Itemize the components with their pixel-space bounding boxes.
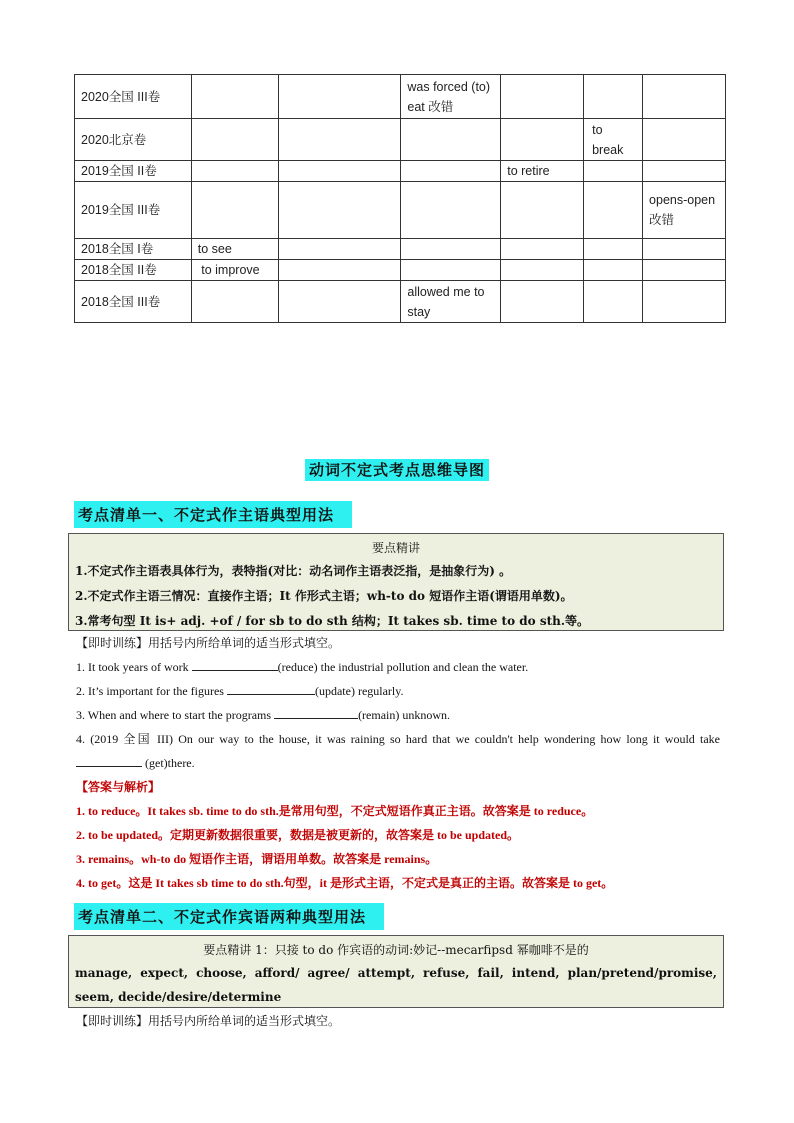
answer-4: 4. to get。这是 It takes sb time to do sth.句型，it 是形式主语，不定式是真正的主语。故答案是 to get。	[76, 876, 614, 890]
exam-table	[74, 74, 726, 323]
year-cell: 2018全国 II卷	[75, 260, 192, 281]
year-cell: 2018全国 I卷	[75, 239, 192, 260]
table-row: 2018全国 II卷 to improve	[75, 260, 726, 281]
practice-label: 【即时训练】用括号内所给单词的适当形式填空。	[76, 1014, 341, 1028]
box-heading: 要点精讲 1：只接 to do 作宾语的动词:妙记--mecarfipsd 幂咖啡不是的	[203, 943, 589, 957]
answer-blank	[227, 680, 315, 695]
table-row: 2018全国 III卷 allowed me to stay	[75, 281, 726, 323]
key-point: 2.不定式作主语三情况：直接作主语；It 作形式主语；wh-to do 短语作主语(谓语用单数)。	[75, 589, 573, 603]
mindmap-title: 动词不定式考点思维导图	[0, 459, 794, 480]
year-cell: 2020北京卷	[75, 119, 192, 161]
year-cell: 2020全国 III卷	[75, 75, 192, 119]
question-2: 2. It’s important for the figures (update) regularly.	[76, 679, 720, 703]
year-cell: 2019全国 II卷	[75, 161, 192, 182]
table-row: 2020全国 III卷 was forced (to) eat 改错	[75, 75, 726, 119]
year-cell: 2019全国 III卷	[75, 182, 192, 239]
section2-key-points-box	[68, 935, 724, 1008]
answer-1: 1. to reduce。It takes sb. time to do sth.是常用句型，不定式短语作真正主语。故答案是 to reduce。	[76, 804, 594, 818]
section2-title: 考点清单二、不定式作宾语两种典型用法	[74, 903, 384, 930]
answer-blank	[192, 656, 278, 671]
question-3: 3. When and where to start the programs (remain) unknown.	[76, 703, 720, 727]
key-point: 1.不定式作主语表具体行为，表特指(对比：动名词作主语表泛指，是抽象行为) 。	[75, 564, 512, 578]
verb-list: manage, expect, choose, afford/ agree/ attempt, refuse, fail, intend, plan/pretend/promise, seem, decide/desire/determine	[75, 966, 717, 1004]
answer-2: 2. to be updated。定期更新数据很重要，数据是被更新的，故答案是 to be updated。	[76, 828, 520, 842]
table-row: 2019全国 II卷 to retire	[75, 161, 726, 182]
table-row: 2019全国 III卷 opens-open 改错	[75, 182, 726, 239]
year-cell: 2018全国 III卷	[75, 281, 192, 323]
section1-title: 考点清单一、不定式作主语典型用法	[74, 501, 352, 528]
question-1: 1. It took years of work (reduce) the industrial pollution and clean the water.	[76, 655, 720, 679]
box-heading: 要点精讲	[371, 541, 420, 555]
table-row: 2018全国 I卷 to see	[75, 239, 726, 260]
section1-key-points-box	[68, 533, 724, 631]
table-row: 2020北京卷 to break	[75, 119, 726, 161]
answer-3: 3. remains。wh-to do 短语作主语，谓语用单数。故答案是 remains。	[76, 852, 438, 866]
answer-blank	[274, 704, 358, 719]
key-point: 3.常考句型 It is+ adj. +of / for sb to do sth 结构；It takes sb. time to do sth.等。	[75, 614, 590, 628]
question-4: 4. (2019 全国 III) On our way to the house, it was raining so hard that we couldn't help wondering how long it would take (get)there.	[76, 732, 720, 770]
answer-label: 【答案与解析】	[76, 780, 161, 794]
answer-blank	[76, 752, 142, 767]
practice-label: 【即时训练】用括号内所给单词的适当形式填空。	[76, 636, 341, 650]
